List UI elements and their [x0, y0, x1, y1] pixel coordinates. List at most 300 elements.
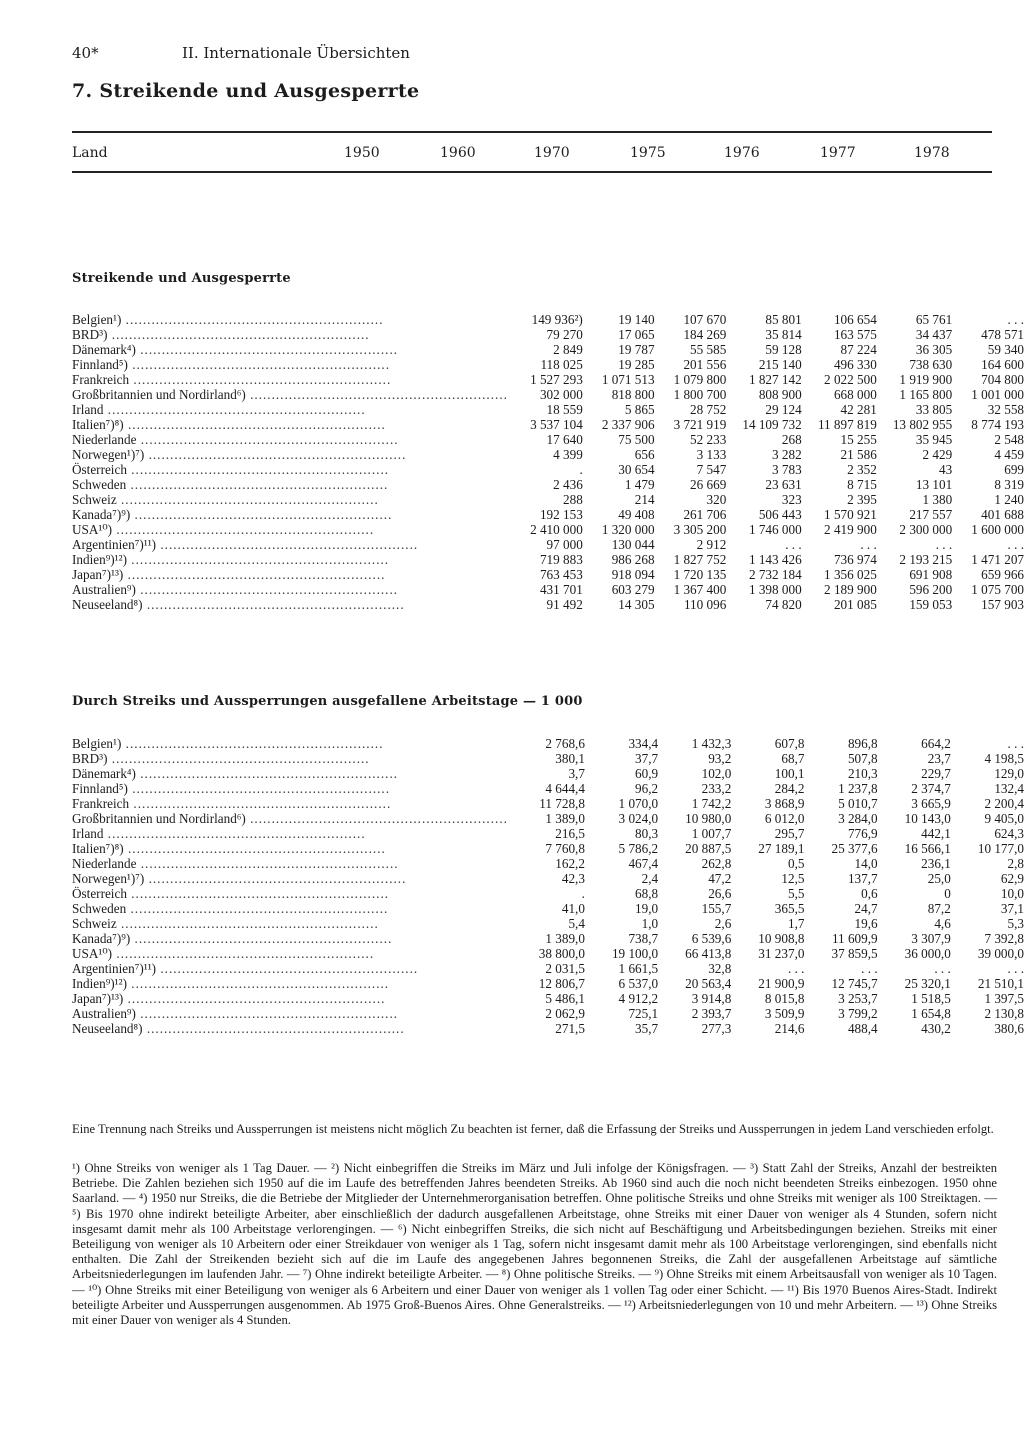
value-cell: 7 547: [696, 462, 727, 477]
value-cell: 1 661,5: [618, 961, 659, 976]
leader-dots: ............................................................: [103, 402, 366, 417]
value-cell: 2 393,7: [691, 1006, 732, 1021]
value-cell: 262,8: [701, 856, 732, 871]
country-label: Australien⁹): [72, 582, 136, 597]
value-cell: 507,8: [847, 751, 878, 766]
country-cell: [72, 991, 508, 1006]
country-cell: [72, 477, 508, 492]
value-cell: 33 805: [915, 402, 953, 417]
value-cell: 2 419 900: [824, 522, 877, 537]
value-cell: 3,7: [568, 766, 585, 781]
value-cell: 7 392,8: [984, 931, 1024, 946]
value-cell: 5 786,2: [618, 841, 659, 856]
country-cell: [72, 766, 508, 781]
value-cell: 30 654: [618, 462, 655, 477]
value-cell: 271,5: [555, 1021, 585, 1036]
value-cell: 0,5: [787, 856, 805, 871]
leader-dots: ............................................................: [121, 312, 384, 327]
value-cell: 2 849: [553, 342, 583, 357]
table-row: [72, 976, 1024, 991]
table-row: [72, 751, 1024, 766]
value-cell: 27 189,1: [758, 841, 805, 856]
value-cell: 7 760,8: [545, 841, 585, 856]
value-cell: 763 453: [539, 567, 583, 582]
value-cell: 2 193 215: [899, 552, 953, 567]
value-cell: 5,4: [568, 916, 585, 931]
value-cell: 24,7: [854, 901, 878, 916]
country-cell: [72, 522, 508, 537]
value-cell: 1 079 800: [673, 372, 727, 387]
leader-dots: ............................................................: [245, 811, 508, 826]
value-cell: 8 774 193: [971, 417, 1024, 432]
value-cell: 380,6: [994, 1021, 1024, 1036]
country-label: Frankreich: [72, 796, 130, 811]
value-cell: 25 377,6: [831, 841, 878, 856]
value-cell: 210,3: [847, 766, 878, 781]
value-cell: 28 752: [690, 402, 727, 417]
country-cell: [72, 796, 508, 811]
country-cell: [72, 811, 508, 826]
value-cell: 37,1: [1000, 901, 1024, 916]
value-cell: 506 443: [758, 507, 802, 522]
value-cell: 288: [563, 492, 583, 507]
value-cell: 1 827 142: [748, 372, 802, 387]
section-heading-workdays: Durch Streiks und Aussperrungen ausgefallene Arbeitstage — 1 000: [72, 694, 583, 709]
value-cell: 25 320,1: [904, 976, 951, 991]
value-cell: 3 537 104: [530, 417, 583, 432]
value-cell: 896,8: [847, 736, 878, 751]
country-label: Belgien¹): [72, 312, 122, 327]
leader-dots: ............................................................: [135, 766, 399, 781]
table-row: [72, 931, 1024, 946]
value-cell: 215 140: [758, 357, 802, 372]
value-cell: 36 000,0: [904, 946, 951, 961]
leader-dots: ............................................................: [126, 976, 390, 991]
value-cell: 1 389,0: [545, 811, 585, 826]
country-cell: [72, 931, 508, 946]
leader-dots: ............................................................: [135, 582, 399, 597]
value-cell: 1,7: [787, 916, 805, 931]
country-cell: [72, 781, 508, 796]
country-label: Dänemark⁴): [72, 766, 136, 781]
value-cell: 818 800: [611, 387, 655, 402]
value-cell: 431 701: [539, 582, 583, 597]
value-cell: 1 570 921: [824, 507, 877, 522]
value-cell: 17 640: [546, 432, 583, 447]
table-row: [72, 856, 1024, 871]
value-cell: 106 654: [833, 312, 877, 327]
leader-dots: ............................................................: [156, 537, 419, 552]
value-cell: 736 974: [833, 552, 877, 567]
value-cell: 68,7: [781, 751, 805, 766]
value-cell: 2 768,6: [545, 736, 585, 751]
value-cell: 118 025: [540, 357, 583, 372]
value-cell: 10 177,0: [977, 841, 1024, 856]
value-cell: 102,0: [701, 766, 732, 781]
value-cell: 21 900,9: [758, 976, 805, 991]
country-label: Indien⁹)¹²): [72, 976, 127, 991]
value-cell: 6 537,0: [618, 976, 659, 991]
value-cell: . . .: [860, 537, 877, 552]
value-cell: 8 715: [847, 477, 877, 492]
value-cell: 26,6: [708, 886, 732, 901]
value-cell: 159 053: [909, 597, 953, 612]
leader-dots: ............................................................: [107, 751, 370, 766]
table-row: [72, 312, 1024, 327]
value-cell: 3 868,9: [764, 796, 805, 811]
leader-dots: ............................................................: [123, 417, 386, 432]
leader-dots: ............................................................: [127, 781, 390, 796]
value-cell: 19 140: [618, 312, 655, 327]
value-cell: 155,7: [701, 901, 732, 916]
value-cell: 31 237,0: [758, 946, 805, 961]
value-cell: 93,2: [708, 751, 732, 766]
value-cell: 3 783: [772, 462, 802, 477]
value-cell: 401 688: [981, 507, 1024, 522]
country-cell: [72, 582, 508, 597]
value-cell: 23,7: [927, 751, 951, 766]
value-cell: 4 912,2: [618, 991, 659, 1006]
value-cell: 302 000: [539, 387, 583, 402]
country-cell: [72, 751, 508, 766]
leader-dots: ............................................................: [142, 1021, 405, 1036]
table-row: [72, 901, 1024, 916]
value-cell: 261 706: [683, 507, 727, 522]
country-cell: [72, 462, 508, 477]
value-cell: 8 015,8: [764, 991, 805, 1006]
value-cell: 699: [1004, 462, 1024, 477]
country-label: Italien⁷)⁸): [72, 841, 124, 856]
value-cell: 129,0: [994, 766, 1024, 781]
value-cell: . . .: [1007, 961, 1024, 976]
country-cell: [72, 552, 508, 567]
value-cell: 214,6: [774, 1021, 805, 1036]
value-cell: 1 432,3: [691, 736, 732, 751]
value-cell: 17 065: [618, 327, 655, 342]
leader-dots: ............................................................: [127, 357, 390, 372]
value-cell: 596 200: [909, 582, 953, 597]
value-cell: 32,8: [708, 961, 732, 976]
country-cell: [72, 901, 508, 916]
value-cell: 12 745,7: [831, 976, 878, 991]
value-cell: 39 000,0: [977, 946, 1024, 961]
country-cell: [72, 432, 508, 447]
value-cell: 12 806,7: [538, 976, 585, 991]
value-cell: 1 356 025: [824, 567, 877, 582]
value-cell: 49 408: [618, 507, 655, 522]
leader-dots: ............................................................: [103, 826, 366, 841]
value-cell: 467,4: [628, 856, 659, 871]
value-cell: 918 094: [611, 567, 655, 582]
leader-dots: ............................................................: [112, 946, 375, 961]
table-row: [72, 582, 1024, 597]
value-cell: 2 300 000: [899, 522, 953, 537]
column-header-year: 1950: [344, 145, 380, 161]
country-label: Neuseeland⁸): [72, 597, 143, 612]
value-cell: 14 109 732: [742, 417, 802, 432]
value-cell: 2 732 184: [748, 567, 802, 582]
table-row: [72, 477, 1024, 492]
value-cell: 47,2: [708, 871, 732, 886]
value-cell: 62,9: [1000, 871, 1024, 886]
value-cell: 4 459: [994, 447, 1024, 462]
country-label: Schweiz: [72, 916, 117, 931]
country-cell: [72, 886, 508, 901]
value-cell: 11 897 819: [817, 417, 877, 432]
leader-dots: ............................................................: [126, 462, 390, 477]
value-cell: 184 269: [683, 327, 727, 342]
value-cell: 1 800 700: [673, 387, 727, 402]
value-cell: 719 883: [539, 552, 583, 567]
value-cell: 478 571: [981, 327, 1024, 342]
value-cell: 29 124: [765, 402, 802, 417]
strikers-table: [72, 312, 1024, 612]
value-cell: 85 801: [765, 312, 802, 327]
table-row: [72, 387, 1024, 402]
table-row: [72, 462, 1024, 477]
section-title: II. Internationale Übersichten: [182, 44, 410, 62]
country-label: Kanada⁷)⁹): [72, 507, 131, 522]
leader-dots: ............................................................: [129, 796, 392, 811]
value-cell: 20 887,5: [685, 841, 732, 856]
value-cell: 80,3: [635, 826, 659, 841]
country-cell: [72, 1006, 508, 1021]
value-cell: 4 399: [553, 447, 583, 462]
value-cell: 334,4: [628, 736, 659, 751]
value-cell: 808 900: [758, 387, 802, 402]
value-cell: 20 563,4: [685, 976, 732, 991]
value-cell: 87,2: [927, 901, 951, 916]
value-cell: 2 548: [994, 432, 1024, 447]
section-heading-strikers: Streikende und Ausgesperrte: [72, 271, 291, 286]
table-row: [72, 796, 1024, 811]
value-cell: 2 429: [922, 447, 953, 462]
value-cell: 16 566,1: [904, 841, 951, 856]
country-label: Niederlande: [72, 432, 137, 447]
country-cell: [72, 976, 508, 991]
value-cell: 691 908: [909, 567, 953, 582]
country-cell: [72, 417, 508, 432]
value-cell: 1 827 752: [673, 552, 727, 567]
value-cell: 42,3: [561, 871, 585, 886]
leader-dots: ............................................................: [135, 342, 399, 357]
country-cell: [72, 402, 508, 417]
value-cell: 164 600: [981, 357, 1024, 372]
value-cell: 1 007,7: [691, 826, 732, 841]
value-cell: 1 471 207: [971, 552, 1024, 567]
country-label: Argentinien⁷)¹¹): [72, 537, 157, 552]
country-label: USA¹⁰): [72, 522, 113, 537]
value-cell: 5 010,7: [838, 796, 878, 811]
country-label: Neuseeland⁸): [72, 1021, 143, 1036]
table-row: [72, 991, 1024, 1006]
value-cell: 110 096: [683, 597, 727, 612]
country-label: Schweden: [72, 477, 127, 492]
column-header-year: 1978: [914, 145, 950, 161]
page-number: 40*: [72, 44, 99, 62]
value-cell: 488,4: [847, 1021, 878, 1036]
value-cell: 496 330: [833, 357, 877, 372]
value-cell: 75 500: [618, 432, 655, 447]
value-cell: 2 189 900: [824, 582, 877, 597]
country-cell: [72, 856, 508, 871]
value-cell: . . .: [787, 961, 805, 976]
value-cell: 10 143,0: [904, 811, 951, 826]
value-cell: 10 908,8: [758, 931, 805, 946]
value-cell: 284,2: [774, 781, 805, 796]
leader-dots: ............................................................: [136, 856, 399, 871]
country-label: BRD³): [72, 327, 108, 342]
value-cell: 5,3: [1007, 916, 1024, 931]
value-cell: 162,2: [555, 856, 585, 871]
country-cell: [72, 871, 508, 886]
country-cell: [72, 841, 508, 856]
column-header-year: 1977: [820, 145, 856, 161]
value-cell: 1 367 400: [673, 582, 727, 597]
value-cell: 5 865: [624, 402, 655, 417]
value-cell: 3 133: [696, 447, 727, 462]
value-cell: 1 380: [922, 492, 953, 507]
country-label: Niederlande: [72, 856, 137, 871]
country-label: BRD³): [72, 751, 108, 766]
table-title: 7. Streikende und Ausgesperrte: [72, 80, 420, 102]
country-label: Irland: [72, 826, 104, 841]
value-cell: 96,2: [635, 781, 659, 796]
country-label: Schweden: [72, 901, 127, 916]
value-cell: 1 527 293: [530, 372, 583, 387]
running-header: [72, 44, 410, 62]
value-cell: 59 128: [765, 342, 802, 357]
value-cell: 201 556: [683, 357, 727, 372]
value-cell: 4,6: [934, 916, 951, 931]
country-cell: [72, 387, 508, 402]
country-cell: [72, 537, 508, 552]
value-cell: 25,0: [927, 871, 951, 886]
country-cell: [72, 946, 508, 961]
leader-dots: ............................................................: [123, 841, 386, 856]
value-cell: 3 799,2: [838, 1006, 878, 1021]
value-cell: 42 281: [840, 402, 877, 417]
value-cell: 55 585: [690, 342, 727, 357]
value-cell: 21 510,1: [977, 976, 1024, 991]
country-cell: [72, 567, 508, 582]
value-cell: 1 919 900: [899, 372, 953, 387]
value-cell: 32 558: [987, 402, 1024, 417]
leader-dots: ............................................................: [144, 871, 407, 886]
country-label: Dänemark⁴): [72, 342, 136, 357]
top-rule: [72, 131, 992, 133]
value-cell: 2 022 500: [824, 372, 877, 387]
value-cell: 66 413,8: [685, 946, 732, 961]
value-cell: 3 024,0: [618, 811, 659, 826]
value-cell: . . .: [934, 961, 951, 976]
value-cell: 2 130,8: [984, 1006, 1024, 1021]
value-cell: 130 044: [611, 537, 655, 552]
country-cell: [72, 597, 508, 612]
table-row: [72, 781, 1024, 796]
table-row: [72, 1021, 1024, 1036]
value-cell: 21 586: [840, 447, 877, 462]
country-cell: [72, 342, 508, 357]
table-row: [72, 811, 1024, 826]
value-cell: 60,9: [635, 766, 659, 781]
table-row: [72, 417, 1024, 432]
leader-dots: ............................................................: [116, 916, 379, 931]
value-cell: 776,9: [847, 826, 878, 841]
value-cell: 9 405,0: [984, 811, 1024, 826]
value-cell: 34 437: [915, 327, 953, 342]
value-cell: 3 282: [772, 447, 802, 462]
value-cell: 1 320 000: [601, 522, 655, 537]
value-cell: . . .: [1007, 312, 1024, 327]
value-cell: 38 800,0: [538, 946, 585, 961]
value-cell: 1 143 426: [748, 552, 802, 567]
value-cell: 2,6: [714, 916, 732, 931]
value-cell: 603 279: [611, 582, 655, 597]
value-cell: 738 630: [909, 357, 953, 372]
table-row: [72, 826, 1024, 841]
value-cell: 738,7: [628, 931, 659, 946]
value-cell: 277,3: [701, 1021, 732, 1036]
value-cell: . . .: [785, 537, 802, 552]
value-cell: 132,4: [994, 781, 1024, 796]
value-cell: 2 062,9: [545, 1006, 585, 1021]
country-label: Großbritannien und Nordirland⁶): [72, 387, 246, 402]
table-row: [72, 946, 1024, 961]
value-cell: 35 814: [765, 327, 802, 342]
country-label: Italien⁷)⁸): [72, 417, 124, 432]
value-cell: 656: [634, 447, 655, 462]
value-cell: 68,8: [635, 886, 659, 901]
value-cell: 1 001 000: [971, 387, 1024, 402]
value-cell: 380,1: [555, 751, 585, 766]
value-cell: 79 270: [546, 327, 583, 342]
country-cell: [72, 961, 508, 976]
value-cell: 3 914,8: [691, 991, 732, 1006]
country-label: Irland: [72, 402, 104, 417]
value-cell: 100,1: [774, 766, 805, 781]
table-row: [72, 961, 1024, 976]
value-cell: 3 253,7: [838, 991, 878, 1006]
value-cell: 1 746 000: [748, 522, 802, 537]
value-cell: 2 436: [553, 477, 583, 492]
value-cell: . . .: [1007, 537, 1024, 552]
value-cell: 217 557: [909, 507, 953, 522]
value-cell: 18 559: [546, 402, 583, 417]
value-cell: 13 802 955: [892, 417, 953, 432]
value-cell: 2 337 906: [601, 417, 655, 432]
value-cell: 15 255: [840, 432, 877, 447]
table-row: [72, 841, 1024, 856]
value-cell: 11 609,9: [831, 931, 878, 946]
value-cell: 3 284,0: [838, 811, 878, 826]
value-cell: 1 518,5: [911, 991, 951, 1006]
value-cell: 268: [781, 432, 802, 447]
value-cell: 2 200,4: [984, 796, 1024, 811]
table-row: [72, 886, 1024, 901]
table-row: [72, 492, 1024, 507]
value-cell: 1,0: [641, 916, 659, 931]
country-cell: [72, 507, 508, 522]
value-cell: 14 305: [618, 597, 655, 612]
table-row: [72, 916, 1024, 931]
value-cell: 5 486,1: [545, 991, 585, 1006]
value-cell: 2 031,5: [545, 961, 585, 976]
value-cell: 37 859,5: [831, 946, 878, 961]
value-cell: 37,7: [635, 751, 659, 766]
value-cell: 59 340: [987, 342, 1024, 357]
leader-dots: ............................................................: [144, 447, 407, 462]
